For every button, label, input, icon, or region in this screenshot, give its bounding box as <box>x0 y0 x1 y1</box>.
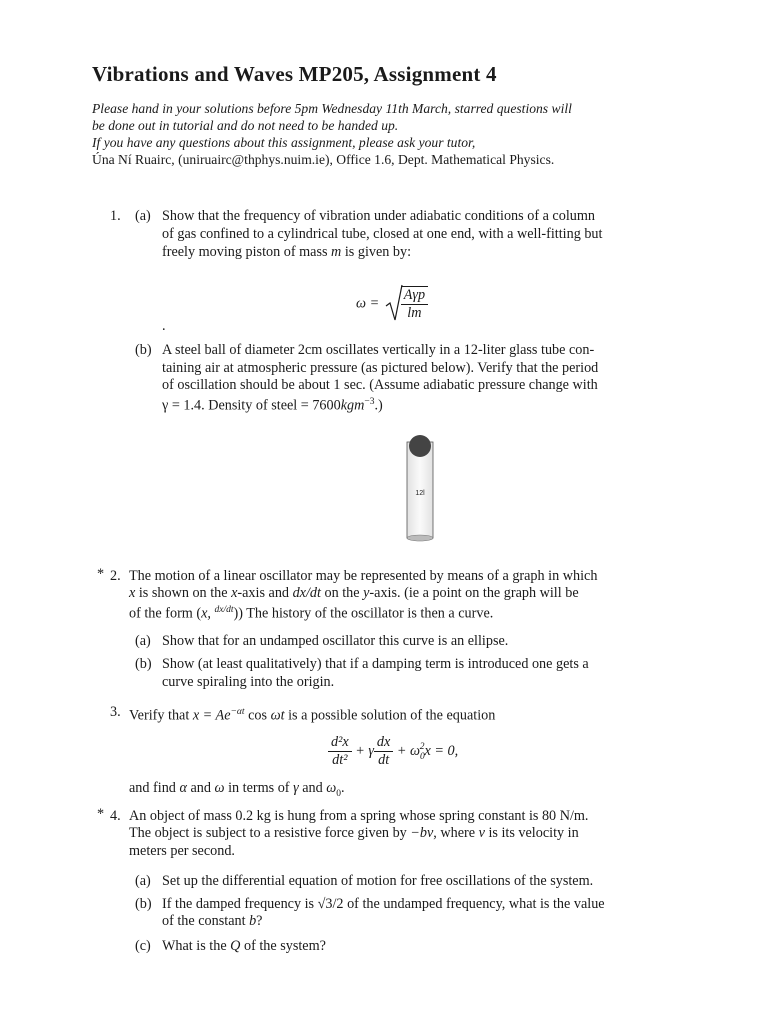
q1a-label: (a) <box>135 208 151 224</box>
q4a-text: Set up the differential equation of motion for free oscillations of the system. <box>162 873 594 889</box>
q2-star: * <box>97 566 105 582</box>
intro-line-2: be done out in tutorial and do not need to be handed up. <box>92 118 399 133</box>
q1b-line-3: of oscillation should be about 1 sec. (Assume adiabatic pressure change with <box>162 377 598 393</box>
q1b-line-4: γ = 1.4. Density of steel = 7600kgm$^{-3}$.) <box>162 397 383 414</box>
q2-line-3: of the form (x, $^{dx/dt}$)) The history of the oscillator is then a curve. <box>129 605 494 622</box>
q4c-text: What is the Q of the system? <box>162 938 326 954</box>
q4-line-2: The object is subject to a resistive force given by −bv, where v is its velocity in <box>129 825 579 841</box>
q3-line-1: Verify that $x = Ae^{-\alpha t}$ cos ωt is a possible solution of the equation <box>129 707 496 724</box>
q4-number: 4. <box>110 808 121 824</box>
eq-rest: + $\omega_0^2x = 0$, <box>396 742 459 762</box>
intro-line-1: Please hand in your solutions before 5pm Wednesday 11th March, starred questions will <box>92 101 572 116</box>
q3-equation <box>328 734 458 770</box>
q4-line-1: An object of mass 0.2 kg is hung from a spring whose spring constant is 80 N/m. <box>129 808 589 824</box>
q4c-label: (c) <box>135 938 151 954</box>
intro-block <box>92 100 692 168</box>
q1-period: . <box>162 318 166 334</box>
q4b-line-2: of the constant b? <box>162 913 263 929</box>
q4b-line-1: If the damped frequency is √3/2 of the undamped frequency, what is the value <box>162 896 605 912</box>
q1a-line-1: Show that the frequency of vibration under adiabatic conditions of a column <box>162 208 595 224</box>
q2-number: 2. <box>110 568 121 584</box>
q2-line-2: x is shown on the x-axis and dx/dt on the y-axis. (ie a point on the graph will be <box>129 585 579 601</box>
page-title: Vibrations and Waves MP205, Assignment 4 <box>92 62 497 86</box>
q1a-line-2: of gas confined to a cylindrical tube, closed at one end, with a well-fitting but <box>162 226 603 242</box>
glass-tube-figure <box>398 432 442 546</box>
tube-icon <box>398 432 442 546</box>
q1a-line-3: freely moving piston of mass m is given by: <box>162 244 412 260</box>
q1-number: 1. <box>110 208 121 224</box>
eq-frac-1: $\frac{\text{d²x}}{\text{dt²}}$ <box>328 734 352 770</box>
q2-line-1: The motion of a linear oscillator may be represented by means of a graph in which <box>129 568 598 584</box>
sqrt-fraction: $\frac{\text{Aγp}}{lm}$ <box>401 286 428 323</box>
intro-line-3: If you have any questions about this assignment, please ask your tutor, <box>92 135 476 150</box>
q2b-line-2: curve spiraling into the origin. <box>162 674 335 690</box>
q1-equation <box>356 284 428 324</box>
q2a-label: (a) <box>135 633 151 649</box>
q2b-line-1: Show (at least qualitatively) that if a damping term is introduced one gets a <box>162 656 589 672</box>
q2a-text: Show that for an undamped oscillator this curve is an ellipse. <box>162 633 509 649</box>
q4-line-3: meters per second. <box>129 843 235 859</box>
steel-ball-icon <box>409 435 431 457</box>
tube-label: 12l <box>415 490 425 497</box>
eq-frac-2: $\frac{dx}{dt}$ <box>374 734 393 770</box>
q4a-label: (a) <box>135 873 151 889</box>
intro-line-4: Úna Ní Ruairc, (uniruairc@thphys.nuim.ie), Office 1.6, Dept. Mathematical Physics. <box>92 152 555 167</box>
q4-star: * <box>97 806 105 822</box>
q4b-label: (b) <box>135 896 152 912</box>
q3-line-2: and find α and ω in terms of γ and $\omega_0$. <box>129 780 345 799</box>
q1b-label: (b) <box>135 342 152 358</box>
q2b-label: (b) <box>135 656 152 672</box>
q3-number: 3. <box>110 704 121 720</box>
eq-lhs: ω = <box>356 295 380 312</box>
q1b-line-2: taining air at atmospheric pressure (as pictured below). Verify that the period <box>162 360 599 376</box>
eq-plus-gamma: + γ <box>355 743 374 760</box>
q1b-line-1: A steel ball of diameter 2cm oscillates vertically in a 12-liter glass tube con- <box>162 342 595 358</box>
